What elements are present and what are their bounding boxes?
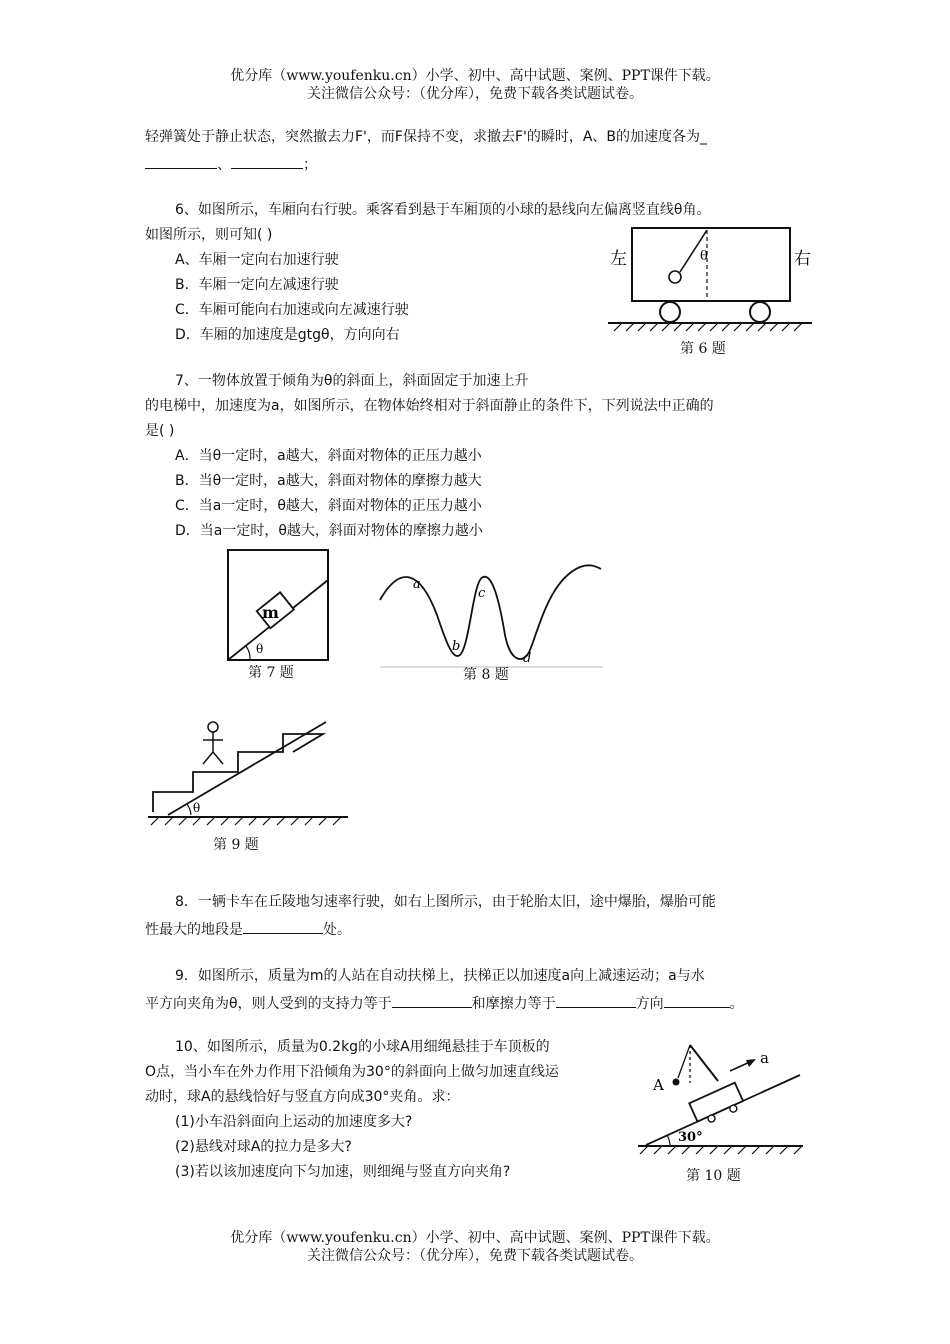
figure-6-caption: 第 6 题 — [680, 341, 726, 357]
answer-blank[interactable] — [392, 992, 472, 1008]
q9-text: 方向 — [635, 996, 664, 1012]
wheel-left — [660, 302, 680, 322]
q8-text: 性最大的地段是 — [145, 922, 243, 938]
ground-hatching — [614, 323, 802, 331]
acceleration-label: a — [760, 1049, 769, 1067]
answer-blank[interactable] — [664, 992, 730, 1008]
person — [203, 722, 223, 764]
page-footer-line-1: 优分库（www.youfenku.cn）小学、初中、高中试题、案例、PPT课件下载。 — [230, 1230, 720, 1246]
q7-stem-2: 的电梯中，加速度为a，如图所示，在物体始终相对于斜面静止的条件下，下列说法中正确的 — [145, 398, 714, 414]
right-label: 右 — [794, 249, 811, 269]
theta-label: θ — [700, 249, 708, 264]
q9-text: 和摩擦力等于 — [471, 996, 556, 1012]
q6-option-d: D．车厢的加速度是gtgθ，方向向右 — [175, 327, 400, 343]
answer-blank[interactable] — [243, 918, 323, 934]
angle-arc — [667, 1135, 670, 1145]
q7-stem-1: 7、一物体放置于倾角为θ的斜面上，斜面固定于加速上升 — [175, 373, 529, 389]
wheel-right — [750, 302, 770, 322]
q7-option-c: C．当a一定时，θ越大，斜面对物体的正压力越小 — [175, 498, 482, 514]
theta-label: θ — [256, 642, 264, 656]
q6-option-b: B．车厢一定向左减速行驶 — [175, 277, 339, 293]
arrow-head — [746, 1059, 756, 1067]
mass-label: m — [262, 603, 279, 622]
figure-7-caption: 第 7 题 — [248, 665, 294, 681]
q10-sub-1: (1)小车沿斜面向上运动的加速度多大? — [175, 1114, 413, 1130]
cart — [689, 1083, 745, 1128]
q10-line-3: 动时，球A的悬线恰好与竖直方向成30°夹角。求： — [145, 1089, 460, 1105]
label-b: b — [452, 639, 461, 654]
angle-label: 30° — [678, 1130, 703, 1145]
page-footer-line-2: 关注微信公众号：（优分库），免费下载各类试题试卷。 — [307, 1248, 643, 1264]
hanging-ball — [669, 271, 681, 283]
string — [678, 1045, 690, 1078]
q8-line-1: 8．一辆卡车在丘陵地匀速率行驶，如右上图所示，由于轮胎太旧，途中爆胎，爆胎可能 — [175, 894, 716, 910]
ground-hatching — [151, 817, 341, 825]
label-c: c — [478, 586, 486, 601]
q10-line-1: 10、如图所示，质量为0.2kg的小球A用细绳悬挂于车顶板的 — [175, 1039, 550, 1055]
figure-7-incline — [220, 545, 340, 665]
q7-option-b: B．当θ一定时，a越大，斜面对物体的摩擦力越大 — [175, 473, 482, 489]
ball-label: A — [653, 1076, 664, 1094]
page-header-line-1: 优分库（www.youfenku.cn）小学、初中、高中试题、案例、PPT课件下载。 — [230, 68, 720, 84]
q10-sub-3: (3)若以该加速度向下匀加速，则细绳与竖直方向夹角? — [175, 1164, 511, 1180]
q5-text: 轻弹簧处于静止状态，突然撤去力F'，而F保持不变，求撤去F'的瞬时，A、B的加速度各为_ — [145, 129, 708, 145]
carriage-body — [632, 228, 790, 301]
label-d: d — [523, 651, 532, 666]
q9-text: 平方向夹角为θ，则人受到的支持力等于 — [145, 996, 392, 1012]
ball-a — [673, 1079, 680, 1086]
angle-arc — [246, 646, 250, 660]
answer-blank[interactable] — [231, 153, 303, 169]
q10-sub-2: (2)悬线对球A的拉力是多大? — [175, 1139, 352, 1155]
page-header-line-2: 关注微信公众号：（优分库），免费下载各类试题试卷。 — [307, 86, 643, 102]
escalator-slope — [168, 722, 326, 815]
q8-line-2 — [145, 918, 351, 940]
q9-line-2 — [145, 992, 744, 1014]
figure-9-caption: 第 9 题 — [213, 837, 259, 853]
q6-option-a: A、车厢一定向右加速行驶 — [175, 252, 339, 268]
answer-blank[interactable] — [145, 153, 217, 169]
q8-text-end: 处。 — [323, 922, 351, 938]
q7-option-d: D．当a一定时，θ越大，斜面对物体的摩擦力越小 — [175, 523, 483, 539]
q6-option-c: C．车厢可能向右加速或向左减速行驶 — [175, 302, 409, 318]
q10-line-2: O点，当小车在外力作用下沿倾角为30°的斜面向上做匀加速直线运 — [145, 1064, 559, 1080]
figure-6-carriage — [600, 220, 820, 335]
label-a: a — [413, 577, 421, 592]
figure-9-escalator — [143, 712, 353, 832]
q7-stem-3: 是( ) — [145, 423, 175, 439]
separator: 、 — [217, 157, 231, 173]
q7-option-a: A．当θ一定时，a越大，斜面对物体的正压力越小 — [175, 448, 482, 464]
q6-stem-2: 如图所示，则可知( ) — [145, 227, 273, 243]
q6-stem-1: 6、如图所示，车厢向右行驶。乘客看到悬于车厢顶的小球的悬线向左偏离竖直线θ角。 — [175, 202, 711, 218]
answer-blank[interactable] — [556, 992, 636, 1008]
figure-10-cart-incline — [628, 1033, 808, 1163]
post — [690, 1045, 718, 1081]
figure-10-caption: 第 10 题 — [686, 1168, 741, 1184]
ground-hatching — [640, 1146, 802, 1154]
q9-text-end: 。 — [729, 996, 744, 1012]
theta-label: θ — [193, 801, 201, 815]
angle-arc — [187, 804, 191, 815]
q5-end: ； — [303, 157, 317, 173]
figure-8-hilly-road — [375, 555, 610, 670]
q5-answer-line — [145, 153, 317, 175]
q9-line-1: 9．如图所示，质量为m的人站在自动扶梯上，扶梯正以加速度a向上减速运动；a与水 — [175, 968, 705, 984]
figure-8-caption: 第 8 题 — [463, 667, 509, 683]
left-label: 左 — [610, 249, 627, 269]
